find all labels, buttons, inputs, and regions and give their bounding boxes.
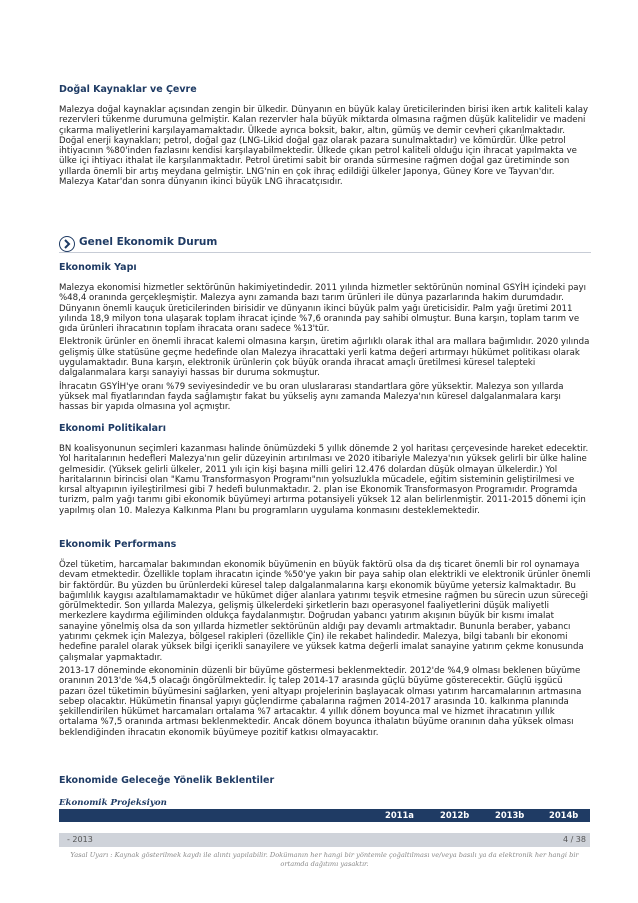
economic-structure-heading: Ekonomik Yapı (59, 262, 137, 273)
year-header-2012: 2012b (440, 810, 470, 820)
economic-structure-block (59, 262, 591, 413)
section-divider (59, 252, 591, 253)
natural-resources-block (59, 84, 591, 187)
projection-table-header (59, 809, 590, 822)
economic-performance-paragraph-2: 2013-17 döneminde ekonominin düzenli bir büyüme göstermesi beklenmektedir. 2012'de %4,9 olması beklenen büyüme oranının 2013'de %4,5 olacağı öngörülmektedir. İç talep 2014-17 arasında güçlü büyüme gösterecektir. Güçlü işgücü pazarı özel tüketimin büyümesini sağlarken, yeni altyapı projelerinin başlayacak olması yatırım harcamalarının artmasına sebep olacaktır. Hükümetin finansal yapıyı güçlendirme çabalarına rağmen 2014-2017 arasında 10. kalkınma planında şekillendirilen hükümet harcamaları ortalama %7 artacaktır. 4 yıllık dönem boyunca mal ve hizmet ihracatının yıllık ortalama %7,5 oranında artması beklenmektedir. Ancak dönem boyunca ithalatın büyüme oranının daha yüksek olması beklendiğinden ihracatın ekonomik büyümeye pozitif katkısı olmayacaktır. (59, 665, 582, 738)
economic-structure-paragraph-2: Elektronik ürünler en önemli ihracat kalemi olmasına karşın, üretim ağırlıklı olarak ithal ara mallara bağımlıdır. 2020 yılında gelişmiş ülke statüsüne geçme hedefinde olan Malezya ihracattaki yerli katma değeri artırmayı hükümet politikası olarak uygulamaktadır. Buna karşın, elektronik ürünlerin çok büyük oranda ihracat amaçlı üretilmesi küresel talepteki dalgalanmalara karşı sanayiyi hassas bir duruma sokmuştur. (59, 337, 590, 379)
legal-disclaimer: Yasal Uyarı : Kaynak gösterilmek kaydı ile alıntı yapılabilir. Dokümanın her hangi bir yöntemle çoğaltılması ve/veya basılı ya da elektronik her hangi bir ortamda dağıtımı yasaktır. (70, 851, 579, 868)
economic-policies-heading: Ekonomi Politikaları (59, 423, 166, 434)
economic-performance-block (59, 539, 591, 738)
economic-structure-paragraph-3: İhracatın GSYİH'ye oranı %79 seviyesindedir ve bu oran uluslararası standartlara göre yüksektir. Malezya son yıllarda yüksek mal fiyatlarından fayda sağlamıştır fakat bu yükseliş aynı zamanda Malezya'nın küresel dalgalanmalara karşı hassas bir yapıda olmasına yol açmıştır. (59, 381, 564, 413)
economic-structure-paragraph-1: Malezya ekonomisi hizmetler sektörünün hakimiyetindedir. 2011 yılında hizmetler sektörünün nominal GSYİH içindeki payı %48,4 oranında gerçekleşmiştir. Malezya aynı zamanda bazı tarım ürünleri ile dünya pazarlarında hakim durumdadır. Dünyanın önemli kauçuk üreticilerinden birisidir ve dünyanın ikinci büyük palm yağı üreticisidir. Palm yağı üretimi 2011 yılında 18,9 milyon tona ulaşarak toplam ihracat içinde %7,6 oranında pay sahibi olmuştur. Buna karşın, toplam tarım ve gıda ürünleri ihracatının toplam ihracata oranı sadece %13'tür. (59, 283, 587, 335)
page-number: 4 / 38 (562, 835, 586, 844)
natural-resources-paragraph: Malezya doğal kaynaklar açısından zengin bir ülkedir. Dünyanın en büyük kalay üreticilerinden birisi iken artık kaliteli kalay rezervleri tükenme durumuna gelmiştir. Kalan rezervler hala büyük miktarda olmasına rağmen düşük kalitelidir ve madeni çıkarma maliyetlerini karşılayamamaktadır. Ülkede ayrıca boksit, bakır, altın, gümüş ve demir cevheri çıkarılmaktadır. Doğal enerji kaynakları; petrol, doğal gaz (LNG-Likid doğal gaz olarak pazara sunulmaktadır) ve kömürdür. Ülke petrol ihtiyacının %80'inden fazlasını kendisi karşılayabilmektedir. Ülkede çıkan petrol kaliteli olduğu için ihracat yapılmakta ve ülke içi ihtiyacı ithalat ile karşılanmaktadır. Petrol üretimi sabit bir oranda sürmesine rağmen doğal gaz üretiminde son yıllarda önemli bir artış meydana gelmiştir. LNG'nin en çok ihraç edildiği ülkeler Japonya, Güney Kore ve Tayvan'dır. Malezya Katar'dan sonra dünyanın ikinci büyük LNG ihracatçısıdır. (59, 105, 589, 188)
outlook-block (59, 775, 591, 786)
chevron-right-icon (59, 236, 75, 252)
economic-policies-block (59, 423, 591, 516)
year-header-2013: 2013b (495, 810, 525, 820)
economic-policies-paragraph: BN koalisyonunun seçimleri kazanması halinde önümüzdeki 5 yıllık dönemde 2 yol haritası çerçevesinde hareket edecektir. Yol haritalarının hedefleri Malezya'nın gelir düzeyinin artırılması ve 2020 itibariyle Malezya'nın yüksek gelirli bir ülke haline gelmesidir. (Yüksek gelirli ülkeler, 2011 yılı için kişi başına milli geliri 12.476 dolardan düşük olmayan ülkelerdir.) Yol haritalarının birincisi olan "Kamu Transformasyon Programı"nın yolsuzlukla mücadele, eğitim sisteminin geliştirilmesi ve kırsal altyapının iyileştirilmesi gibi 7 hedefi bulunmaktadır. 2. plan ise Ekonomik Transformasyon Programıdır. Programda turizm, palm yağı tarımı gibi ekonomik büyümeyi artırma potansiyeli yüksek 12 alan belirlenmiştir. 2011-2015 dönemi için yapılmış olan 10. Malezya Kalkınma Planı bu programların uygulama konmasını desteklemektedir. (59, 444, 589, 516)
economic-performance-paragraph-1: Özel tüketim, harcamalar bakımından ekonomik büyümenin en büyük faktörü olsa da dış ticaret önemli bir rol oynamaya devam etmektedir. Özellikle toplam ihracatın içinde %50'ye yakın bir paya sahip olan elektrikli ve elektronik ürünler önemli bir faktördür. Bu yüzden bu ürünlerdeki küresel talep dalgalanmalarına karşı ekonomik büyüme yetersiz kalmaktadır. Bu bağımlılık kaygısı azaltılamamaktadır ve hükümet diğer alanlara yatırımı teşvik etmesine rağmen bu sürecin uzun süreceği görülmektedir. Son yıllarda Malezya, gelişmiş ülkelerdeki şirketlerin bazı operasyonel faaliyetlerini düşük maliyetli merkezlere kaydırma eğiliminden oldukça faydalanmıştır. Doğrudan yabancı yatırım akışının büyük bir kısmı imalat sanayine yönelmiş olsa da son yıllarda hizmetler sektörünün aldığı pay devamlı artmaktadır. Bununla beraber, yabancı yatırımı çekmek için Malezya, bölgesel rakipleri (özellikle Çin) ile rekabet halindedir. Malezya, bilgi tabanlı bir ekonomi hedefine paralel olarak yüksek bilgi içerikli sanayilere ve yüksek katma değerli imalat sanayine yatırım çekme konusunda çalışmalar yapmaktadır. (59, 560, 591, 663)
section-title: Genel Ekonomik Durum (79, 236, 218, 248)
footer-bar (59, 833, 590, 847)
footer-date: - 2013 (67, 835, 93, 844)
year-header-2011: 2011a (385, 810, 414, 820)
outlook-heading: Ekonomide Geleceğe Yönelik Beklentiler (59, 775, 275, 786)
projection-label: Ekonomik Projeksiyon (59, 798, 167, 808)
year-header-2014: 2014b (549, 810, 579, 820)
section-header-general-economy (59, 236, 599, 252)
economic-performance-heading: Ekonomik Performans (59, 539, 177, 550)
natural-resources-heading: Doğal Kaynaklar ve Çevre (59, 84, 197, 95)
